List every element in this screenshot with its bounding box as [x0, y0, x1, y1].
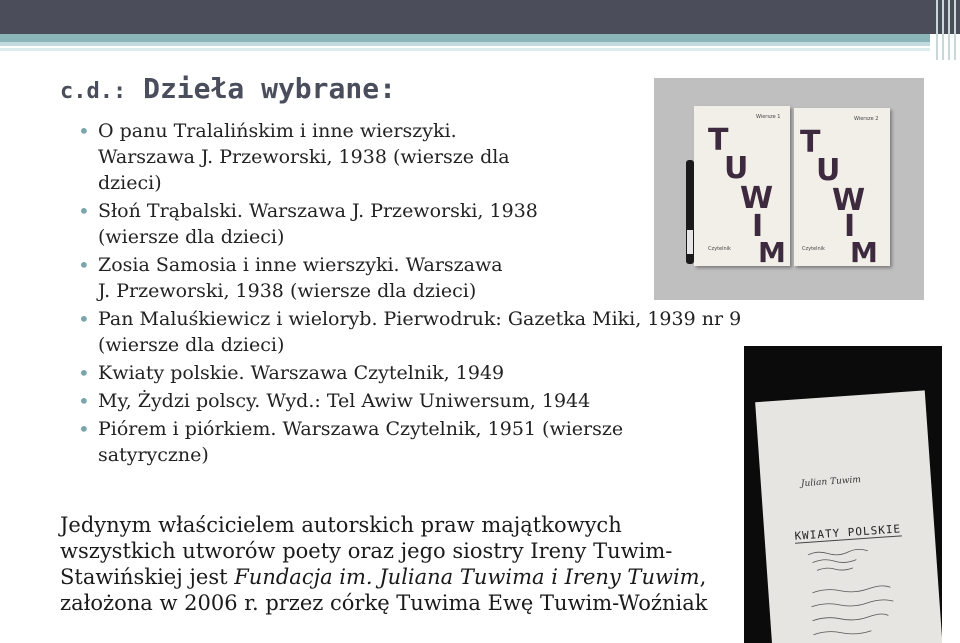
accent-stripe-lighter	[0, 48, 930, 51]
work-text: • Pan Maluśkiewicz i wieloryb. Pierwodruk: Gazetka Miki, 1939 nr 9	[98, 308, 742, 330]
work-text: satyryczne)	[98, 444, 209, 466]
title-main: Dzieła wybrane:	[143, 72, 396, 105]
work-text: • Słoń Trąbalski. Warszawa J. Przeworski, 1938	[98, 200, 538, 222]
svg-text:W: W	[832, 183, 866, 218]
work-text: • My, Żydzi polscy. Wyd.: Tel Awiw Uniwersum, 1944	[98, 390, 591, 412]
title-prefix: c.d.:	[60, 79, 127, 104]
svg-text:T: T	[708, 123, 729, 158]
svg-text:T: T	[800, 125, 821, 160]
work-text: • Zosia Samosia i inne wierszyki. Warszawa	[98, 254, 503, 276]
svg-text:U: U	[724, 151, 749, 186]
work-text: (wiersze dla dzieci)	[98, 334, 285, 356]
accent-stripe	[0, 34, 930, 42]
manuscript-title: KWIATY POLSKIE	[794, 522, 902, 543]
work-text: dzieci)	[98, 172, 162, 194]
work-text: Warszawa J. Przeworski, 1938 (wiersze dla	[98, 146, 510, 168]
pen-image	[686, 160, 694, 264]
note-text: Jedynym właścicielem autorskich praw majątkowych wszystkich utworów poety oraz jego siostry Ireny Tuwim-Stawińskiej jest	[60, 513, 673, 589]
handwriting-scribbles	[806, 541, 923, 643]
manuscript-photo	[744, 346, 942, 643]
svg-text:I: I	[844, 209, 856, 244]
books-photo	[654, 78, 924, 300]
decorative-lines	[932, 0, 960, 60]
work-text: J. Przeworski, 1938 (wiersze dla dzieci)	[98, 280, 477, 302]
manuscript-page	[755, 390, 942, 643]
foundation-name: Fundacja im. Juliana Tuwima i Ireny Tuwim	[234, 565, 700, 589]
book-publisher-label: Czytelnik	[708, 246, 731, 252]
book-cover-1	[694, 106, 790, 266]
svg-text:I: I	[752, 209, 764, 244]
book-volume-label: Wiersze 1	[756, 114, 781, 120]
work-text: • Kwiaty polskie. Warszawa Czytelnik, 1949	[98, 362, 505, 384]
work-text: • Piórem i piórkiem. Warszawa Czytelnik, 1951 (wiersze	[98, 418, 624, 440]
note-text-end: , założona w 2006 r. przez córkę Tuwima Ewę Tuwim-Woźniak	[60, 565, 708, 615]
accent-stripe-light	[0, 42, 930, 46]
slide-title	[60, 72, 396, 105]
svg-text:M: M	[758, 236, 786, 266]
top-bar	[0, 0, 960, 34]
work-text: • O panu Tralalińskim i inne wierszyki.	[98, 120, 457, 142]
svg-text:W: W	[740, 181, 774, 216]
book-cover-2	[794, 108, 890, 266]
copyright-note	[60, 512, 740, 616]
svg-text:M: M	[850, 236, 878, 266]
book-volume-label: Wiersze 2	[854, 116, 879, 122]
manuscript-signature: Julian Tuwim	[800, 475, 862, 490]
book-publisher-label: Czytelnik	[802, 246, 825, 252]
svg-text:U: U	[816, 153, 841, 188]
work-text: (wiersze dla dzieci)	[98, 226, 285, 248]
